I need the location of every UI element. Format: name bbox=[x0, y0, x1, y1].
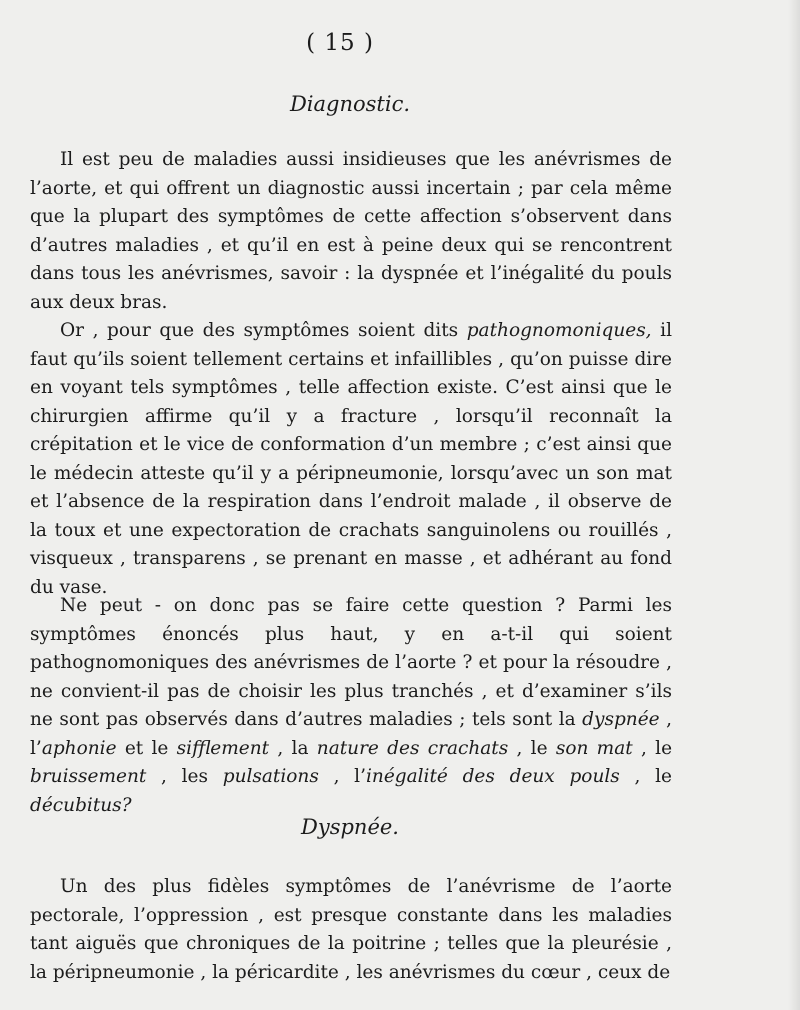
paragraph-3-sep: , le bbox=[619, 766, 672, 787]
term-bruissement: bruissement bbox=[30, 766, 147, 787]
paragraph-3 bbox=[30, 592, 672, 820]
term-dyspnee: dyspnée bbox=[582, 709, 660, 730]
page-number: ( 15 ) bbox=[306, 30, 374, 56]
paragraph-2 bbox=[30, 317, 672, 602]
paragraph-3-sep: et le bbox=[116, 737, 177, 759]
paragraph-2-text-b: il faut qu’ils soient tellement certains et infaillibles , qu’on puisse dire en voyant tels symptômes , telle affection existe. C’est ainsi que le chirurgien affirme qu’il y a fracture , lorsqu’il reconnaît la crépitation et le vice de conformation d’un membre ; c’est ainsi que le médecin atteste qu’il y a péripneumonie, lorsqu’avec un son mat et l’absence de la respiration dans l’endroit malade , il observe de la toux et une expectoration de crachats sanguinolens ou rouillés , visqueux , transparens , se prenant en masse , et adhérant au fond du vase. bbox=[30, 320, 672, 598]
paragraph-3-sep: , l’ bbox=[318, 766, 366, 787]
paragraph-3-sep: , le bbox=[508, 737, 556, 759]
paragraph-3-sep: , l’ bbox=[30, 709, 673, 759]
paragraph-2-text-a: Or , pour que des symptômes soient dits bbox=[60, 320, 467, 341]
paragraph-4: Un des plus fidèles symptômes de l’anévrisme de l’aorte pectorale, l’oppression , est presque constante dans les maladies tant aiguës que chroniques de la poitrine ; telles que la pleurésie , la péripneumonie , la péricardite , les anévrismes du cœur , ceux de bbox=[30, 876, 672, 983]
paragraph-3-text-a: Ne peut - on donc pas se faire cette question ? Parmi les symptômes énoncés plus haut, y en a-t-il qui soient pathognomoniques des anévrismes de l’aorte ? et pour la résoudre , ne convient-il pas de choisir les plus tranchés , et d’examiner s’ils ne sont pas observés dans d’autres maladies ; tels sont la bbox=[30, 595, 672, 730]
term-son-mat: son mat bbox=[555, 737, 633, 759]
page-edge-shadow bbox=[788, 0, 800, 1010]
term-nature-des-crachats: nature des crachats bbox=[316, 737, 509, 759]
term-decubitus: décubitus? bbox=[30, 794, 132, 816]
term-sifflement: sifflement bbox=[176, 737, 270, 759]
paragraph-3-sep: , les bbox=[146, 766, 223, 787]
paragraph-3-sep: , le bbox=[632, 737, 673, 759]
term-aphonie: aphonie bbox=[41, 737, 117, 759]
paragraph-1: Il est peu de maladies aussi insidieuses que les anévrismes de l’aorte, et qui offrent un diagnostic aussi incertain ; par cela même que la plupart des symptômes de cette affection s’observent dans d’autres maladies , et qu’il en est à peine deux qui se rencontrent dans tous les anévrismes, savoir : la dyspnée et l’inégalité du pouls aux deux bras. bbox=[30, 149, 672, 313]
section-title-dyspnee: Dyspnée. bbox=[301, 815, 399, 839]
term-pulsations: pulsations bbox=[222, 766, 319, 787]
paragraph-3-sep: , la bbox=[269, 737, 317, 759]
term-inegalite-des-pouls: inégalité des deux pouls bbox=[365, 766, 620, 787]
section-title-diagnostic: Diagnostic. bbox=[289, 92, 411, 116]
paragraph-2-italic: pathognomoniques, bbox=[466, 320, 652, 341]
